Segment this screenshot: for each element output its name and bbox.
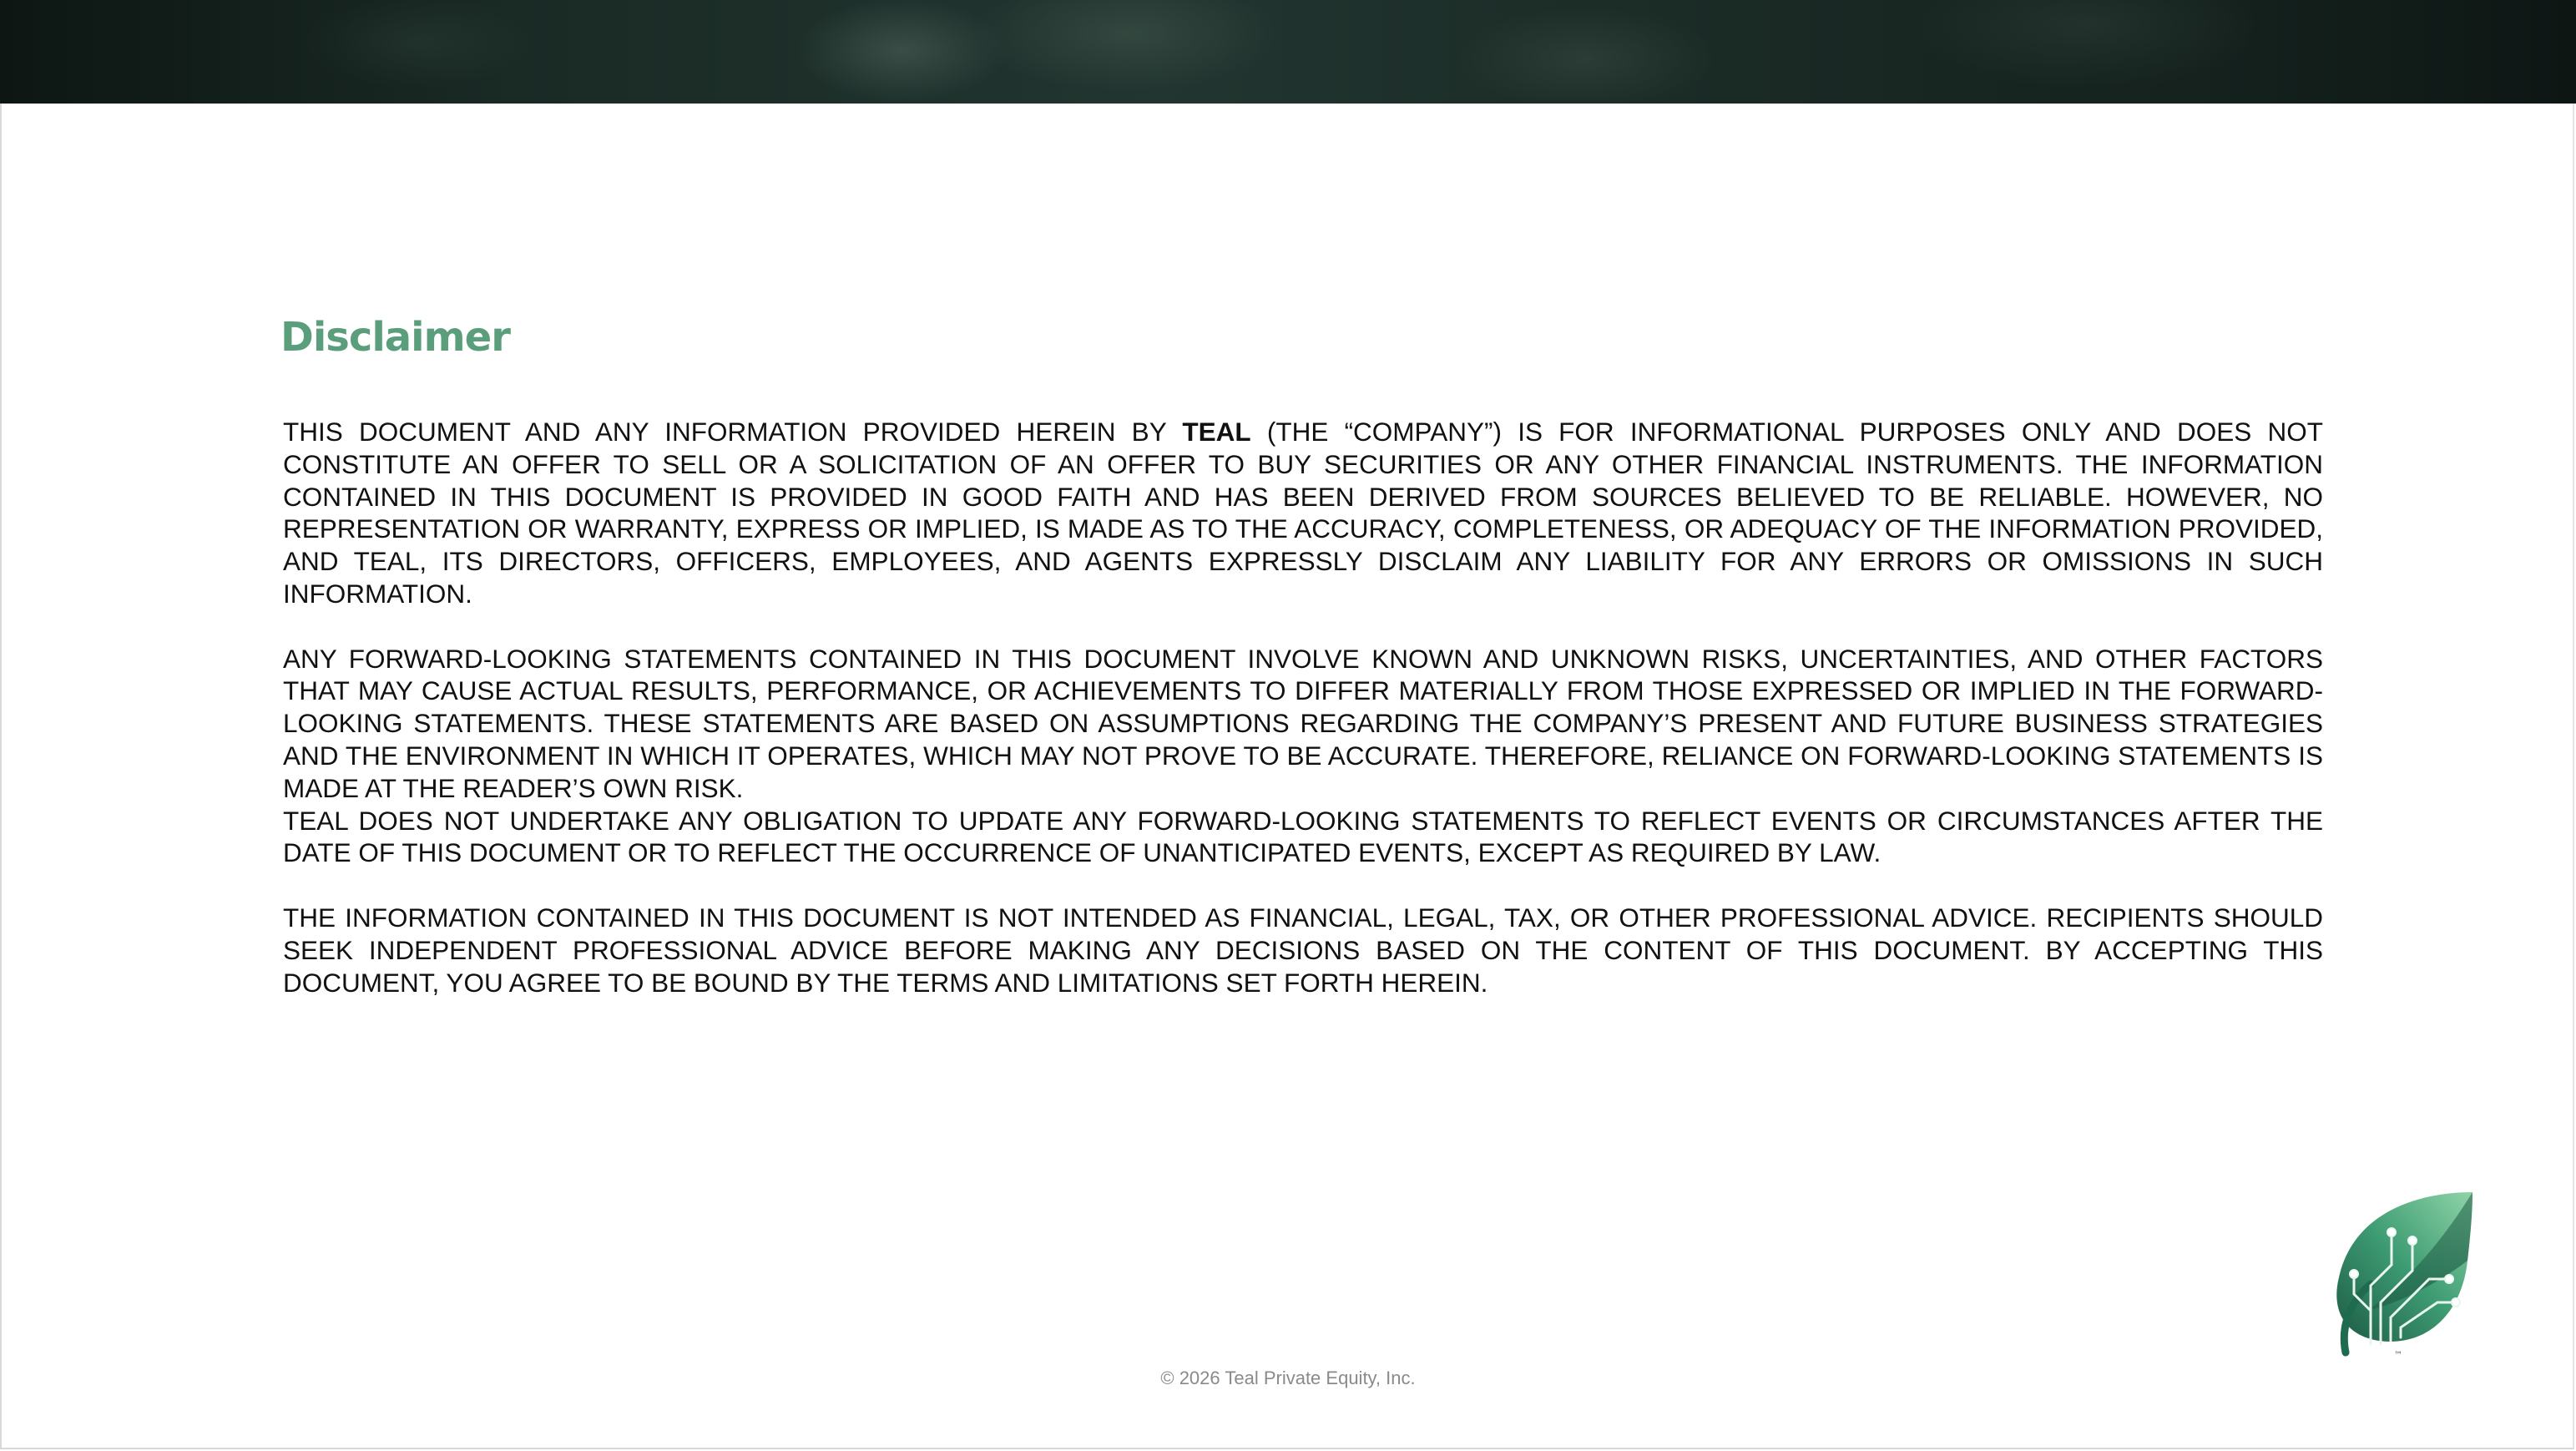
leaf-circuit-icon (2321, 1186, 2479, 1361)
page-title: Disclaimer (280, 314, 510, 361)
company-name: TEAL (1182, 417, 1251, 447)
header-banner-image (0, 0, 2576, 104)
disclaimer-paragraph-3: TEAL DOES NOT UNDERTAKE ANY OBLIGATION TO UPDATE ANY FORWARD-LOOKING STATEMENTS TO REFLECT EVENTS OR CIRCUMSTANCES AFTER THE DATE OF THIS DOCUMENT OR TO REFLECT THE OCCURRENCE OF UNANTICIPATED EVENTS, EXCEPT AS REQUIRED BY LAW. (283, 805, 2323, 868)
disclaimer-paragraph-1 (283, 416, 2323, 610)
svg-text:™: ™ (2394, 1351, 2402, 1360)
disclaimer-p1-lead: THIS DOCUMENT AND ANY INFORMATION PROVIDED HEREIN BY (283, 417, 1183, 447)
disclaimer-p1-rest: (THE “COMPANY”) IS FOR INFORMATIONAL PURPOSES ONLY AND DOES NOT CONSTITUTE AN OFFER TO SELL OR A SOLICITATION OF AN OFFER TO BUY SECURITIES OR ANY OTHER FINANCIAL INSTRUMENTS. THE INFORMATION CONTAINED IN THIS DOCUMENT IS PROVIDED IN GOOD FAITH AND HAS BEEN DERIVED FROM SOURCES BELIEVED TO BE RELIABLE. HOWEVER, NO REPRESENTATION OR WARRANTY, EXPRESS OR IMPLIED, IS MADE AS TO THE ACCURACY, COMPLETENESS, OR ADEQUACY OF THE INFORMATION PROVIDED, AND TEAL, ITS DIRECTORS, OFFICERS, EMPLOYEES, AND AGENTS EXPRESSLY DISCLAIM ANY LIABILITY FOR ANY ERRORS OR OMISSIONS IN SUCH INFORMATION. (283, 417, 2324, 609)
disclaimer-paragraph-2: ANY FORWARD-LOOKING STATEMENTS CONTAINED IN THIS DOCUMENT INVOLVE KNOWN AND UNKNOWN RISKS, UNCERTAINTIES, AND OTHER FACTORS THAT MAY CAUSE ACTUAL RESULTS, PERFORMANCE, OR ACHIEVEMENTS TO DIFFER MATERIALLY FROM THOSE EXPRESSED OR IMPLIED IN THE FORWARD-LOOKING STATEMENTS. THESE STATEMENTS ARE BASED ON ASSUMPTIONS REGARDING THE COMPANY’S PRESENT AND FUTURE BUSINESS STRATEGIES AND THE ENVIRONMENT IN WHICH IT OPERATES, WHICH MAY NOT PROVE TO BE ACCURATE. THEREFORE, RELIANCE ON FORWARD-LOOKING STATEMENTS IS MADE AT THE READER’S OWN RISK. (283, 643, 2323, 803)
copyright-footer: © 2026 Teal Private Equity, Inc. (1160, 1368, 1416, 1388)
disclaimer-body (283, 416, 2323, 999)
disclaimer-paragraph-4: THE INFORMATION CONTAINED IN THIS DOCUMENT IS NOT INTENDED AS FINANCIAL, LEGAL, TAX, OR OTHER PROFESSIONAL ADVICE. RECIPIENTS SHOULD SEEK INDEPENDENT PROFESSIONAL ADVICE BEFORE MAKING ANY DECISIONS BASED ON THE CONTENT OF THIS DOCUMENT. BY ACCEPTING THIS DOCUMENT, YOU AGREE TO BE BOUND BY THE TERMS AND LIMITATIONS SET FORTH HEREIN. (283, 902, 2323, 998)
